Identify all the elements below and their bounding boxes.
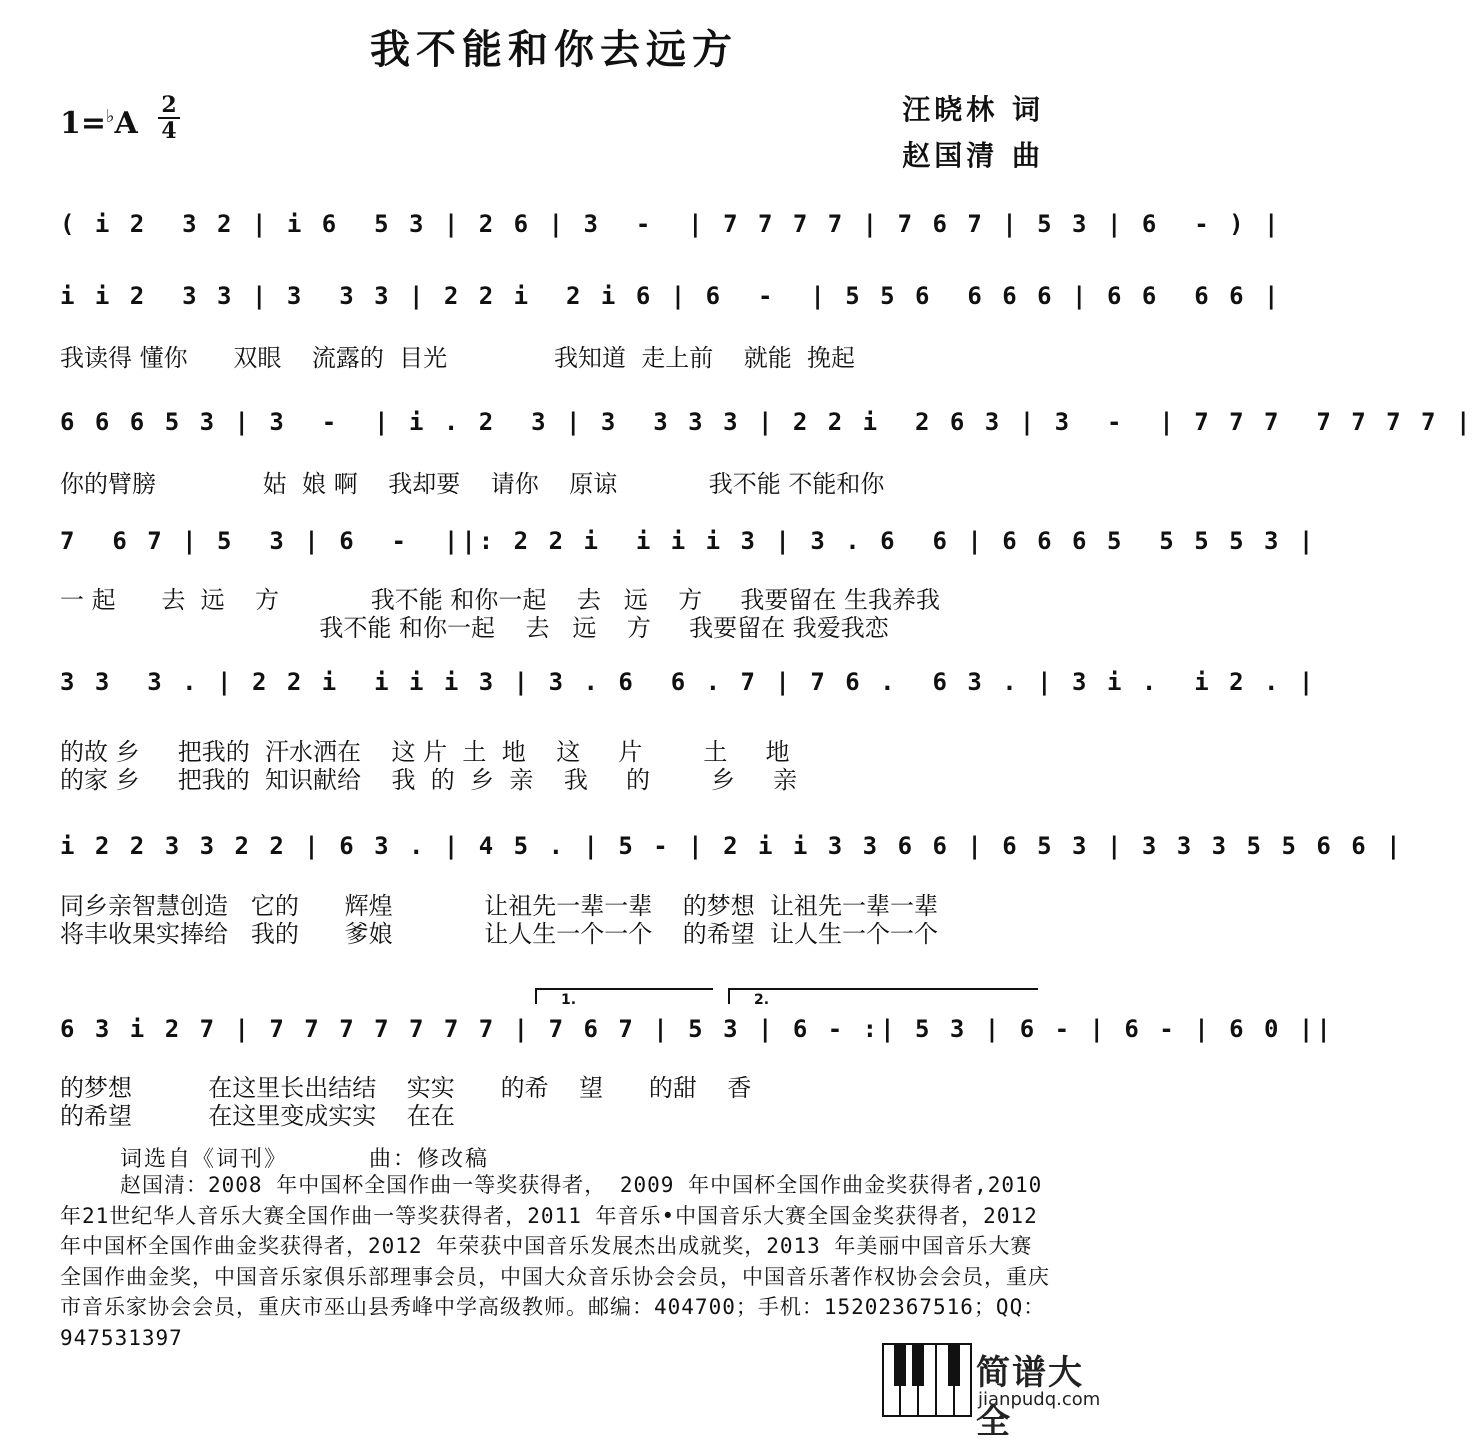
key-prefix: 1=	[60, 106, 107, 141]
key-signature	[60, 106, 138, 141]
lyric-line-6a: 同乡亲智慧创造 它的 辉煌 让祖先一辈一辈 的梦想 让祖先一辈一辈	[60, 892, 938, 920]
lyric-line-5a: 的故 乡 把我的 汗水洒在 这 片 土 地 这 片 土 地	[60, 738, 790, 766]
notation-row-4: 7 6 7 | 5 3 | 6 - ||: 2 2 i i i i 3 | 3 . 6 6 | 6 6 6 5 5 5 5 3 |	[60, 527, 1317, 555]
volta-second-ending: 2.	[728, 988, 1038, 1004]
watermark-logo	[878, 1339, 1108, 1442]
notation-row-2: i i 2 3 3 | 3 3 3 | 2 2 i 2 i 6 | 6 - | 5 5 6 6 6 6 | 6 6 6 6 |	[60, 282, 1282, 310]
lyric-line-7b: 的希望 在这里变成实实 在在	[60, 1102, 455, 1130]
key-tonic: A	[114, 106, 138, 141]
notation-row-5: 3 3 3 . | 2 2 i i i i 3 | 3 . 6 6 . 7 | 7 6 . 6 3 . | 3 i . i 2 . |	[60, 668, 1317, 696]
notation-row-6: i 2 2 3 3 2 2 | 6 3 . | 4 5 . | 5 - | 2 i i 3 3 6 6 | 6 5 3 | 3 3 3 5 5 6 6 |	[60, 832, 1404, 860]
source-note: 词选自《词刊》 曲：修改稿	[120, 1147, 489, 1172]
volta-first-ending: 1.	[535, 988, 713, 1004]
lyric-line-6b: 将丰收果实捧给 我的 爹娘 让人生一个一个 的希望 让人生一个一个	[60, 920, 938, 948]
lyric-line-5b: 的家 乡 把我的 知识献给 我 的 乡 亲 我 的 乡 亲	[60, 766, 798, 794]
time-top: 2	[161, 92, 177, 118]
notation-row-7: 6 3 i 2 7 | 7 7 7 7 7 7 7 | 7 6 7 | 5 3 | 6 - :| 5 3 | 6 - | 6 - | 6 0 ||	[60, 1015, 1334, 1043]
notation-row-3: 6 6 6 5 3 | 3 - | i . 2 3 | 3 3 3 3 | 2 2 i 2 6 3 | 3 - | 7 7 7 7 7 7 7 |	[60, 408, 1473, 436]
watermark-url: jianpudq.com	[978, 1389, 1101, 1410]
composer-bio: 赵国清：2008 年中国杯全国作曲一等奖获得者， 2009 年中国杯全国作曲金奖获得者,2010年21世纪华人音乐大赛全国作曲一等奖获得者，2011 年音乐•中国音乐大赛全国金奖获得者，2012 年中国杯全国作曲金奖获得者，2012 年荣获中国音乐发展杰出成就奖，2013 年美丽中国音乐大赛全国作曲金奖，中国音乐家俱乐部理事会员，中国大众音乐协会会员，中国音乐著作权协会会员，重庆市音乐家协会会员，重庆市巫山县秀峰中学高级教师。邮编：404700；手机：15202367516；QQ：947531397	[60, 1173, 1050, 1350]
lyric-line-3a: 你的臂膀 姑 娘 啊 我却要 请你 原谅 我不能 不能和你	[60, 470, 885, 498]
flat-sign: ♭	[106, 106, 115, 127]
piano-keys-icon	[882, 1343, 972, 1417]
composer-credit: 赵国清 曲	[902, 139, 1044, 172]
lyric-line-7a: 的梦想 在这里长出结结 实实 的希 望 的甜 香	[60, 1074, 752, 1102]
watermark-name: 简谱大全	[976, 1353, 1084, 1442]
time-bottom: 4	[161, 118, 177, 144]
page-title: 我不能和你去远方	[370, 27, 738, 73]
notation-row-1: ( i 2 3 2 | i 6 5 3 | 2 6 | 3 - | 7 7 7 7 | 7 6 7 | 5 3 | 6 - ) |	[60, 210, 1282, 238]
lyric-line-2a: 我读得 懂你 双眼 流露的 目光 我知道 走上前 就能 挽起	[60, 344, 856, 372]
lyric-line-4b: 我不能 和你一起 去 远 方 我要留在 我爱我恋	[60, 614, 889, 642]
time-signature	[158, 94, 180, 142]
lyric-line-4a: 一 起 去 远 方 我不能 和你一起 去 远 方 我要留在 生我养我	[60, 586, 941, 614]
lyricist-credit: 汪晓林 词	[902, 93, 1044, 126]
